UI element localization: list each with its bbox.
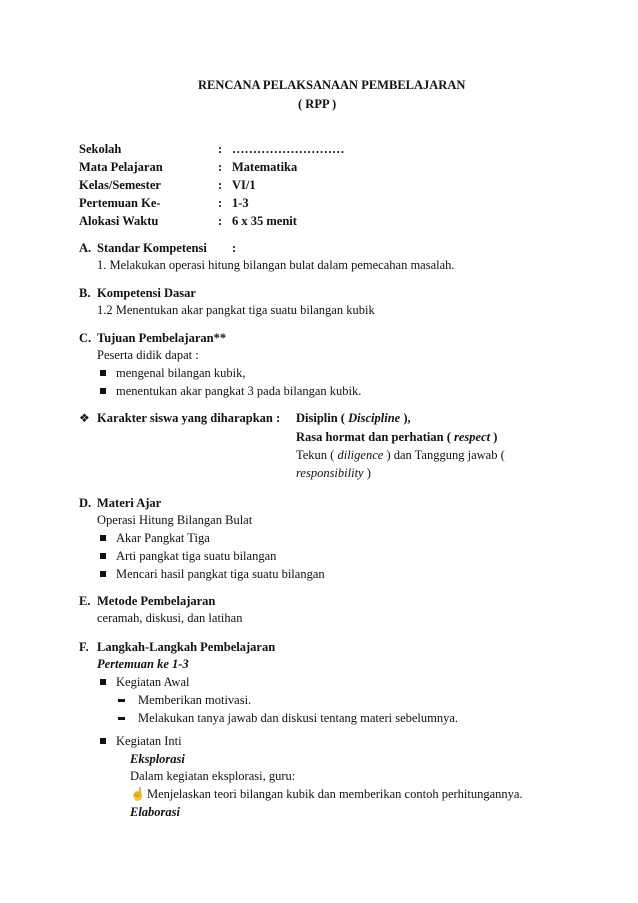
section-c-letter: C. — [79, 331, 92, 345]
karakter-text: ) — [363, 466, 371, 480]
info-value-sekolah: ……………………… — [232, 142, 345, 156]
section-d-bullet-1: Akar Pangkat Tiga — [116, 531, 210, 545]
diamond-bullet-icon: ❖ — [79, 411, 90, 425]
section-a-letter: A. — [79, 241, 92, 255]
hand-pointer-icon: ☝ — [130, 787, 146, 801]
karakter-text: ) — [490, 430, 498, 444]
karakter-line-2 — [296, 429, 497, 445]
section-d-intro: Operasi Hitung Bilangan Bulat — [97, 513, 253, 527]
karakter-line-1 — [296, 410, 411, 426]
square-bullet-icon — [100, 388, 106, 394]
section-e-letter: E. — [79, 594, 91, 608]
info-label-sekolah: Sekolah — [79, 142, 122, 156]
info-value-mata-pelajaran: Matematika — [232, 160, 298, 174]
square-bullet-icon — [100, 553, 106, 559]
section-c-bullet-1: mengenal bilangan kubik, — [116, 366, 246, 380]
section-b-heading: Kompetensi Dasar — [97, 286, 196, 300]
info-label-alokasi: Alokasi Waktu — [79, 214, 159, 228]
info-colon: : — [218, 142, 223, 156]
info-value-pertemuan: 1-3 — [232, 196, 249, 210]
karakter-line-3 — [296, 447, 505, 463]
karakter-text: Rasa hormat dan perhatian ( — [296, 430, 454, 444]
karakter-term: respect — [454, 430, 491, 444]
dash-bullet-icon — [118, 717, 125, 720]
kegiatan-inti-label: Kegiatan Inti — [116, 734, 182, 748]
square-bullet-icon — [100, 535, 106, 541]
dash-bullet-icon — [118, 699, 125, 702]
section-b-letter: B. — [79, 286, 91, 300]
info-label-pertemuan: Pertemuan Ke- — [79, 196, 161, 210]
section-d-heading: Materi Ajar — [97, 496, 162, 510]
karakter-term: Discipline — [348, 411, 401, 425]
karakter-line-4 — [296, 465, 371, 481]
info-colon: : — [218, 196, 223, 210]
info-colon: : — [218, 160, 223, 174]
eksplorasi-item: Menjelaskan teori bilangan kubik dan memberikan contoh perhitungannya. — [147, 787, 523, 801]
info-label-mata-pelajaran: Mata Pelajaran — [79, 160, 163, 174]
section-d-bullet-3: Mencari hasil pangkat tiga suatu bilangan — [116, 567, 325, 581]
karakter-term: diligence — [337, 448, 384, 462]
section-c-heading: Tujuan Pembelajaran** — [97, 331, 227, 345]
document-subtitle: ( RPP ) — [298, 97, 337, 111]
section-e-body: ceramah, diskusi, dan latihan — [97, 611, 243, 625]
section-d-bullet-2: Arti pangkat tiga suatu bilangan — [116, 549, 277, 563]
square-bullet-icon — [100, 738, 106, 744]
section-e-heading: Metode Pembelajaran — [97, 594, 216, 608]
section-c-intro: Peserta didik dapat : — [97, 348, 199, 362]
document-title: RENCANA PELAKSANAAN PEMBELAJARAN — [198, 78, 466, 92]
kegiatan-awal-item-1: Memberikan motivasi. — [138, 693, 252, 707]
section-f-letter: F. — [79, 640, 89, 654]
info-value-alokasi: 6 x 35 menit — [232, 214, 297, 228]
square-bullet-icon — [100, 571, 106, 577]
section-a-heading: Standar Kompetensi — [97, 241, 207, 255]
info-label-kelas: Kelas/Semester — [79, 178, 161, 192]
info-value-kelas: VI/1 — [232, 178, 256, 192]
section-f-meeting: Pertemuan ke 1-3 — [97, 657, 189, 671]
section-a-colon: : — [232, 241, 237, 255]
kegiatan-awal-label: Kegiatan Awal — [116, 675, 190, 689]
eksplorasi-intro: Dalam kegiatan eksplorasi, guru: — [130, 769, 296, 783]
square-bullet-icon — [100, 370, 106, 376]
karakter-term: responsibility — [296, 466, 364, 480]
eksplorasi-label: Eksplorasi — [130, 752, 185, 766]
karakter-text: ), — [400, 411, 411, 425]
section-a-item: 1. Melakukan operasi hitung bilangan bulat dalam pemecahan masalah. — [97, 258, 455, 272]
section-f-heading: Langkah-Langkah Pembelajaran — [97, 640, 276, 654]
elaborasi-label: Elaborasi — [130, 805, 181, 819]
section-d-letter: D. — [79, 496, 92, 510]
info-colon: : — [218, 178, 223, 192]
section-c-bullet-2: menentukan akar pangkat 3 pada bilangan kubik. — [116, 384, 362, 398]
square-bullet-icon — [100, 679, 106, 685]
karakter-text: ) dan Tanggung jawab ( — [383, 448, 505, 462]
karakter-text: Tekun ( — [296, 448, 338, 462]
kegiatan-awal-item-2: Melakukan tanya jawab dan diskusi tentang materi sebelumnya. — [138, 711, 459, 725]
section-b-item: 1.2 Menentukan akar pangkat tiga suatu bilangan kubik — [97, 303, 375, 317]
info-colon: : — [218, 214, 223, 228]
karakter-text: Disiplin ( — [296, 411, 349, 425]
karakter-heading: Karakter siswa yang diharapkan : — [97, 411, 281, 425]
